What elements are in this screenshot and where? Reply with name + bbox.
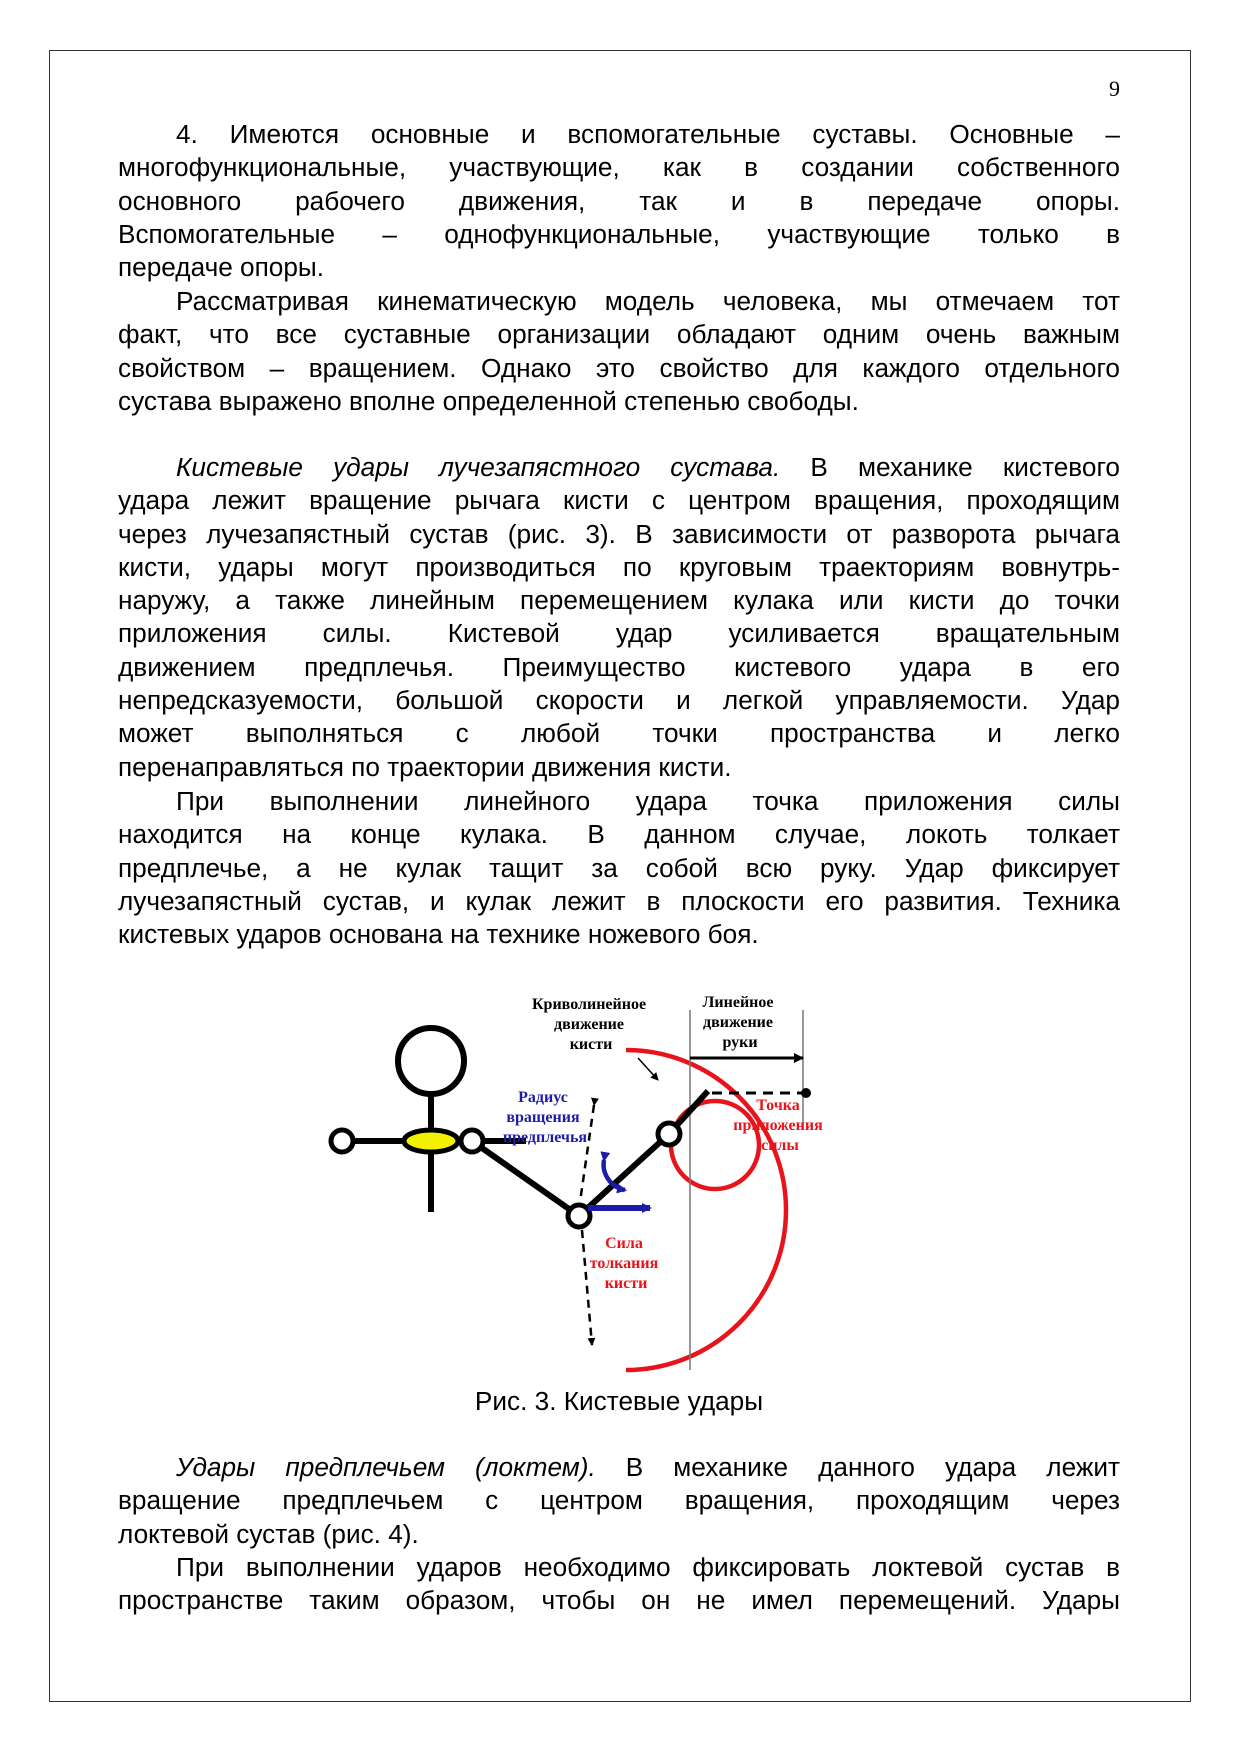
text-line: При выполнении ударов необходимо фиксировать локтевой сустав в <box>176 1552 1120 1582</box>
text-line: может выполняться с любой точки пространства и легко <box>118 718 1120 749</box>
label-pushing-force <box>590 1235 662 1292</box>
shoulder-right-joint <box>461 1130 483 1152</box>
label-line: кисти <box>569 1036 613 1053</box>
label-linear-motion <box>703 994 778 1051</box>
shoulder-joint <box>404 1130 458 1152</box>
label-line: предплечья <box>502 1129 588 1146</box>
text-line: основного рабочего движения, так и в передаче опоры. <box>118 185 1120 216</box>
wrist-joint <box>658 1123 680 1145</box>
figure-caption: Рис. 3. Кистевые удары <box>474 1386 764 1416</box>
text-line: свойством – вращением. Однако это свойство для каждого отдельного <box>118 352 1120 383</box>
figure-wrist-strikes <box>320 990 940 1390</box>
label-line: движение <box>703 1014 773 1031</box>
paragraph-kinematic-model <box>118 285 1120 418</box>
label-line: Радиус <box>518 1089 568 1106</box>
text-line: движением предплечья. Преимущество кистевого удара в его <box>118 651 1120 682</box>
label-line: Линейное <box>702 994 774 1011</box>
text-line: При выполнении линейного удара точка приложения силы <box>176 786 1120 816</box>
paragraph-elbow-fixation <box>118 1551 1120 1618</box>
label-line: Криволинейное <box>531 996 647 1013</box>
paragraph-joints <box>118 118 1120 284</box>
text-line: перенаправляться по траектории движения кисти. <box>118 751 732 782</box>
text-line: приложения силы. Кистевой удар усиливается вращательным <box>118 618 1120 649</box>
text-line: 4. Имеются основные и вспомогательные суставы. Основные – <box>176 119 1120 149</box>
label-line: руки <box>722 1034 758 1051</box>
paragraph-linear-strike <box>118 785 1120 951</box>
text-line: многофункциональные, участвующие, как в создании собственного <box>118 152 1120 183</box>
label-line: силы <box>761 1137 799 1154</box>
label-line: кисти <box>604 1275 648 1292</box>
label-curved-motion <box>532 996 650 1053</box>
paragraph-forearm-strikes <box>118 1451 1120 1551</box>
arm-line <box>472 1134 669 1216</box>
text-line: вращение предплечьем с центром вращения, проходящим через <box>118 1485 1120 1516</box>
text-line: наружу, а также линейным перемещением кулака или кисти до точки <box>118 585 1120 616</box>
diagram-svg <box>320 990 940 1390</box>
label-line: Сила <box>605 1235 643 1252</box>
head-circle <box>398 1028 464 1094</box>
label-line: вращения <box>506 1109 580 1126</box>
text-line: находится на конце кулака. В данном случае, локоть толкает <box>118 819 1120 850</box>
elbow-joint <box>568 1205 590 1227</box>
text-line: через лучезапястный сустав (рис. 3). В зависимости от разворота рычага <box>118 518 1120 549</box>
text-line: Рассматривая кинематическую модель человека, мы отмечаем тот <box>176 286 1120 316</box>
text-line: кистевых ударов основана на технике ножевого боя. <box>118 919 759 950</box>
text-line: сустава выражено вполне определенной степенью свободы. <box>118 385 859 416</box>
text-line: кисти, удары могут производиться по круговым траекториям вовнутрь- <box>118 551 1120 582</box>
section-heading-forearm: Удары предплечьем (локтем). <box>176 1452 596 1482</box>
curved-motion-pointer <box>638 1058 658 1080</box>
page-number: 9 <box>1109 76 1120 101</box>
text-line: локтевой сустав (рис. 4). <box>118 1518 419 1549</box>
text-line: удара лежит вращение рычага кисти с центром вращения, проходящим <box>118 485 1120 516</box>
text-line: пространстве таким образом, чтобы он не имел перемещений. Удары <box>118 1585 1120 1616</box>
label-radius <box>503 1089 587 1146</box>
label-line: толкания <box>589 1255 659 1272</box>
text-line <box>118 451 1120 484</box>
section-heading-wrist: Кистевые удары лучезапястного сустава. <box>176 452 781 482</box>
text-line: непредсказуемости, большой скорости и легкой управляемости. Удар <box>118 685 1120 716</box>
text-line: факт, что все суставные организации обладают одним очень важным <box>118 319 1120 350</box>
paragraph-wrist-strikes <box>118 451 1120 784</box>
label-line: Точка <box>756 1097 800 1114</box>
text-line: лучезапястный сустав, и кулак лежит в плоскости его развития. Техника <box>118 885 1120 916</box>
text-line: предплечье, а не кулак тащит за собой всю руку. Удар фиксирует <box>118 852 1120 883</box>
left-shoulder-joint <box>331 1130 353 1152</box>
radius-dashed-line-lower <box>582 1230 592 1345</box>
text-line: Вспомогательные – однофункциональные, участвующие только в <box>118 218 1120 249</box>
text-line: передаче опоры. <box>118 252 325 283</box>
text-line <box>118 1451 1120 1484</box>
label-line: движение <box>554 1016 624 1033</box>
text-fragment: В механике кистевого <box>780 452 1120 482</box>
text-fragment: В механике данного удара лежит <box>595 1452 1120 1482</box>
label-line: приложения <box>733 1117 823 1134</box>
